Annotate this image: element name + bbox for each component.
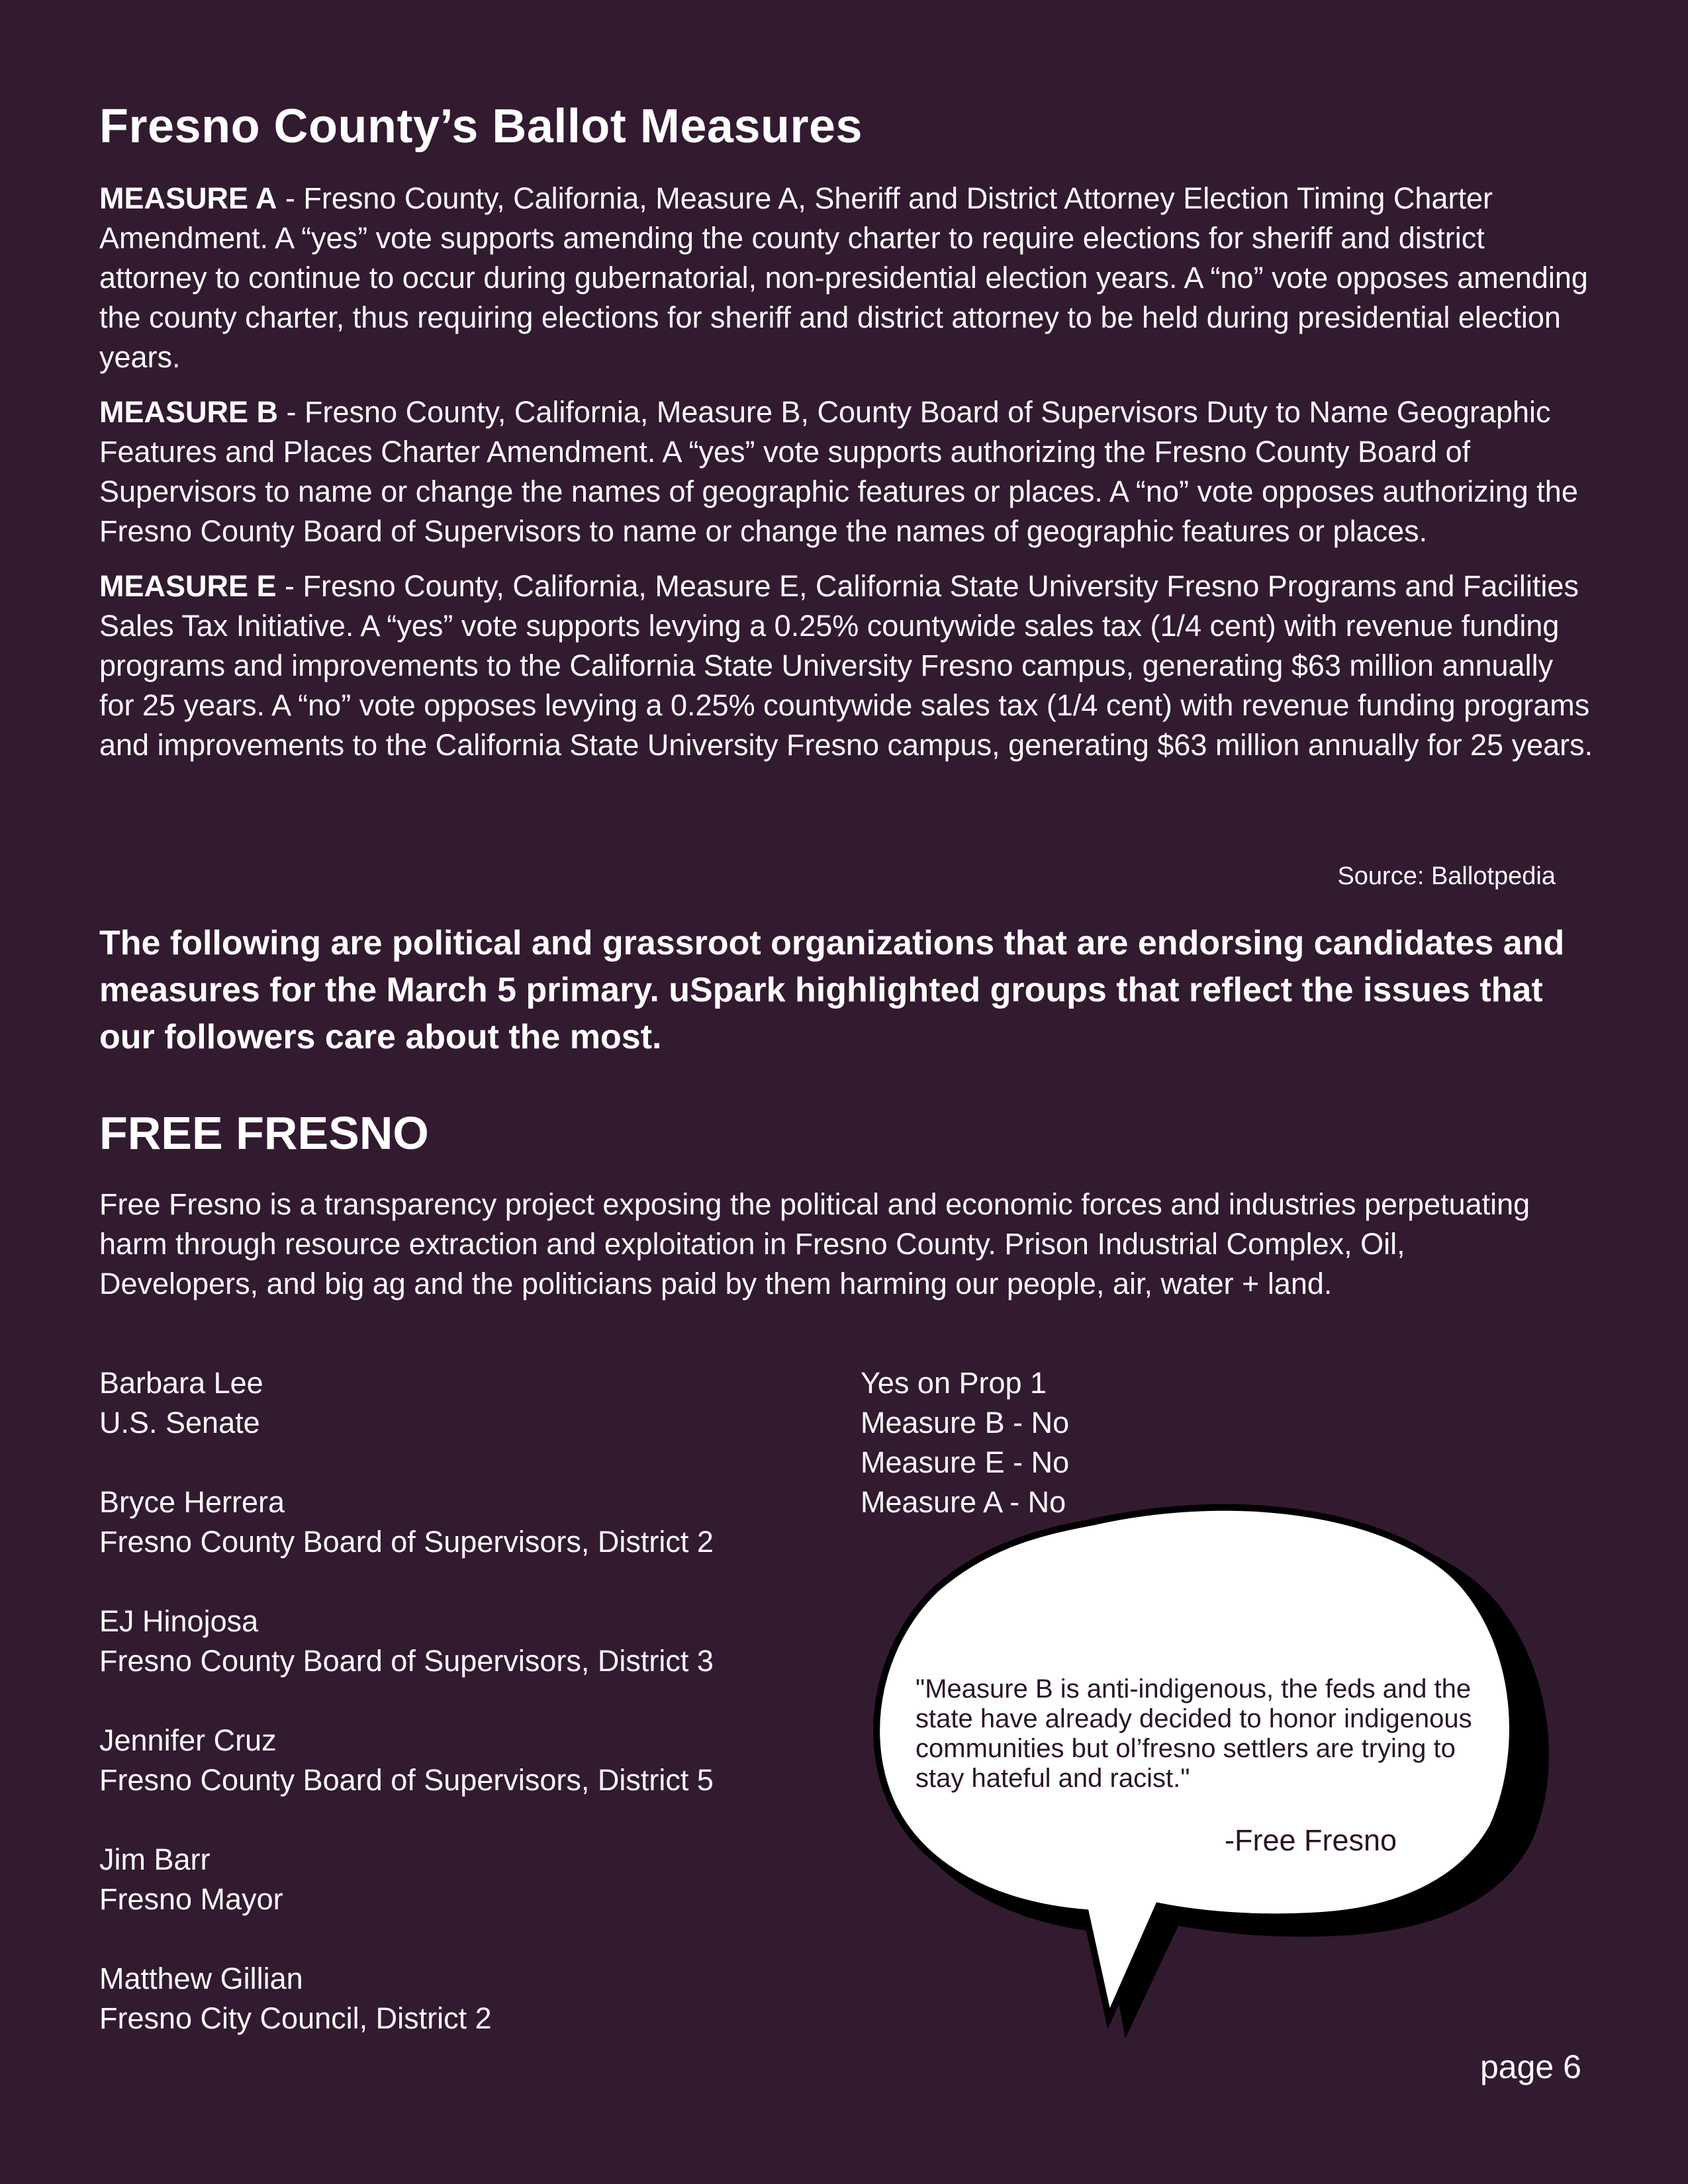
measure-label: MEASURE E (99, 569, 277, 603)
candidate-name: Jim Barr (99, 1843, 211, 1876)
candidate-name: Matthew Gillian (99, 1962, 303, 1995)
candidate-office: Fresno County Board of Supervisors, District 5 (99, 1763, 714, 1797)
measure-text: - Fresno County, California, Measure E, California State University Fresno Programs and Facilities Sales Tax Initiative. A “yes” vote supports levying a 0.25% countywide sales tax (1/4 cent) with revenue funding programs and improvements to the California State University Fresno campus, generating $63 million annually for 25 years. A “no” vote opposes levying a 0.25% countywide sales tax (1/4 cent) with revenue funding programs and improvements to the California State University Fresno campus, generating $63 million annually for 25 years. (99, 569, 1593, 762)
measure-positions (861, 1363, 1390, 1522)
candidate-name: EJ Hinojosa (99, 1604, 259, 1638)
candidate-name: Jennifer Cruz (99, 1723, 277, 1757)
candidate-office: Fresno City Council, District 2 (99, 2001, 492, 2035)
measure-label: MEASURE A (99, 181, 277, 215)
candidate-office: Fresno County Board of Supervisors, District 2 (99, 1525, 714, 1559)
measure-label: MEASURE B (99, 395, 279, 429)
quote-text: "Measure B is anti-indigenous, the feds and the state have already decided to honor indigenous communities but ol’fresno settlers are trying to stay hateful and racist." (915, 1674, 1472, 1793)
position-item: Yes on Prop 1 (861, 1366, 1047, 1400)
position-item: Measure A - No (861, 1485, 1066, 1519)
position-item: Measure E - No (861, 1445, 1070, 1479)
source-credit: Source: Ballotpedia (1337, 862, 1556, 890)
measure-b (99, 392, 1595, 551)
measure-a (99, 179, 1595, 377)
candidate-name: Bryce Herrera (99, 1485, 285, 1519)
candidate-office: U.S. Senate (99, 1406, 260, 1439)
page-number: page 6 (1480, 2048, 1581, 2085)
candidate-entry (99, 1840, 827, 1919)
position-item: Measure B - No (861, 1406, 1070, 1439)
measure-e (99, 567, 1595, 765)
candidate-entry (99, 1363, 827, 1443)
intro-paragraph: The following are political and grassroot organizations that are endorsing candidates and measures for the March 5 primary. uSpark highlighted groups that reflect the issues that our followers care about the most. (99, 924, 1565, 1056)
org-heading: FREE FRESNO (99, 1107, 429, 1159)
measures-list (99, 179, 1595, 780)
candidate-entry (99, 1959, 827, 2038)
page-title: Fresno County’s Ballot Measures (99, 100, 863, 153)
measure-text: - Fresno County, California, Measure B, County Board of Supervisors Duty to Name Geographic Features and Places Charter Amendment. A “yes” vote supports authorizing the Fresno County Board of Supervisors to name or change the names of geographic features or places. A “no” vote opposes authorizing the Fresno County Board of Supervisors to name or change the names of geographic features or places. (99, 395, 1578, 548)
candidate-list (99, 1363, 827, 2078)
org-description: Free Fresno is a transparency project exposing the political and economic forces and industries perpetuating harm through resource extraction and exploitation in Fresno County. Prison Industrial Complex, Oil, Developers, and big ag and the politicians paid by them harming our people, air, water + land. (99, 1187, 1530, 1300)
measure-text: - Fresno County, California, Measure A, Sheriff and District Attorney Election Timing Charter Amendment. A “yes” vote supports amending the county charter to require elections for sheriff and district attorney to continue to occur during gubernatorial, non-presidential election years. A “no” vote opposes amending the county charter, thus requiring elections for sheriff and district attorney to be held during presidential election years. (99, 181, 1588, 374)
candidate-entry (99, 1482, 827, 1562)
candidate-name: Barbara Lee (99, 1366, 263, 1400)
candidate-entry (99, 1721, 827, 1800)
quote-attribution: -Free Fresno (1225, 1823, 1397, 1857)
candidate-entry (99, 1602, 827, 1681)
candidate-office: Fresno Mayor (99, 1882, 283, 1916)
candidate-office: Fresno County Board of Supervisors, District 3 (99, 1644, 714, 1678)
